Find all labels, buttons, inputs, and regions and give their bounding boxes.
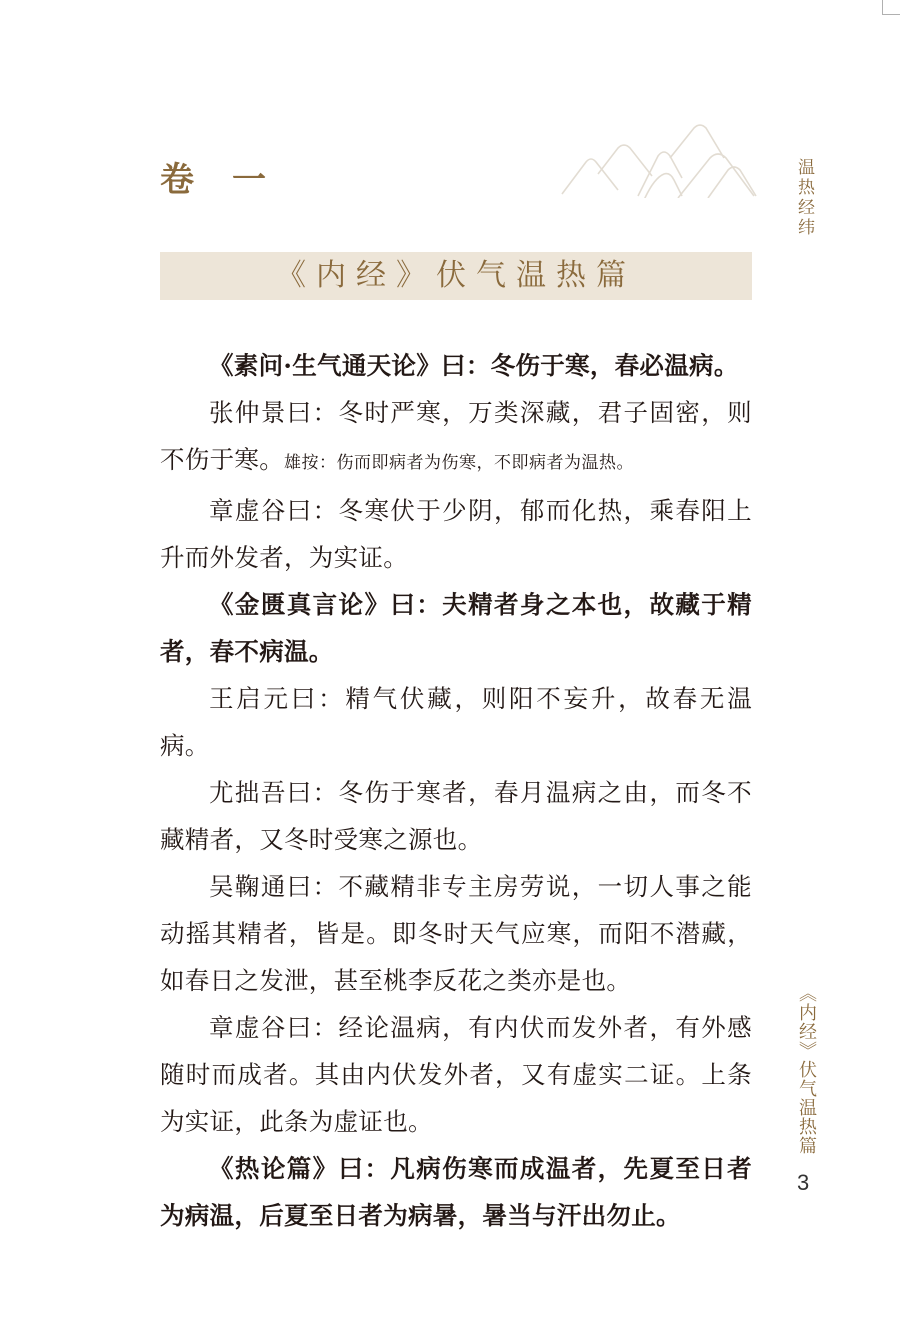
paragraph-text: 尤拙吾曰：冬伤于寒者，春月温病之由，而冬不藏精者，又冬时受寒之源也。 [160,778,752,854]
paragraph-text: 王启元曰：精气伏藏，则阳不妄升，故春无温病。 [160,684,752,760]
paragraph-text: 《热论篇》曰：凡病伤寒而成温者，先夏至日者为病温，后夏至日者为病暑，暑当与汗出勿止。 [160,1154,752,1230]
annotation-note: 雄按：伤而即病者为伤寒，不即病者为温热。 [284,453,634,473]
paragraph [160,487,752,581]
paragraph-text: 《素问·生气通天论》曰：冬伤于寒，春必温病。 [209,351,739,380]
paragraph [160,675,752,769]
paragraph [160,769,752,863]
running-head-book-title: 温热经纬 [794,158,814,238]
paragraph [160,389,752,487]
paragraph [160,863,752,1004]
paragraph-text: 吴鞠通曰：不藏精非专主房劳说，一切人事之能动摇其精者，皆是。即冬时天气应寒，而阳不潜藏，如春日之发泄，甚至桃李反花之类亦是也。 [160,872,752,995]
paragraph [160,581,752,675]
page-number: 3 [797,1170,810,1195]
body-text [160,342,752,1239]
chapter-title: 卷 一 [160,160,268,200]
crop-mark [882,0,900,15]
paragraph-text: 章虚谷曰：冬寒伏于少阴，郁而化热，乘春阳上升而外发者，为实证。 [160,496,752,572]
mountain-decoration-icon [558,118,758,198]
section-title: 《内经》伏气温热篇 [276,258,636,293]
paragraph-text: 《金匮真言论》曰：夫精者身之本也，故藏于精者，春不病温。 [160,590,752,666]
section-banner [160,252,752,300]
paragraph-text: 张仲景曰：冬时严寒，万类深藏，君子固密，则不伤于寒。 [160,398,752,474]
paragraph [160,1004,752,1145]
paragraph [160,342,752,389]
paragraph-text: 章虚谷曰：经论温病，有内伏而发外者，有外感随时而成者。其由内伏发外者，又有虚实二证。上条为实证，此条为虚证也。 [160,1013,752,1136]
paragraph [160,1145,752,1239]
running-head-section-title: 《内经》伏气温热篇 [796,984,817,1155]
